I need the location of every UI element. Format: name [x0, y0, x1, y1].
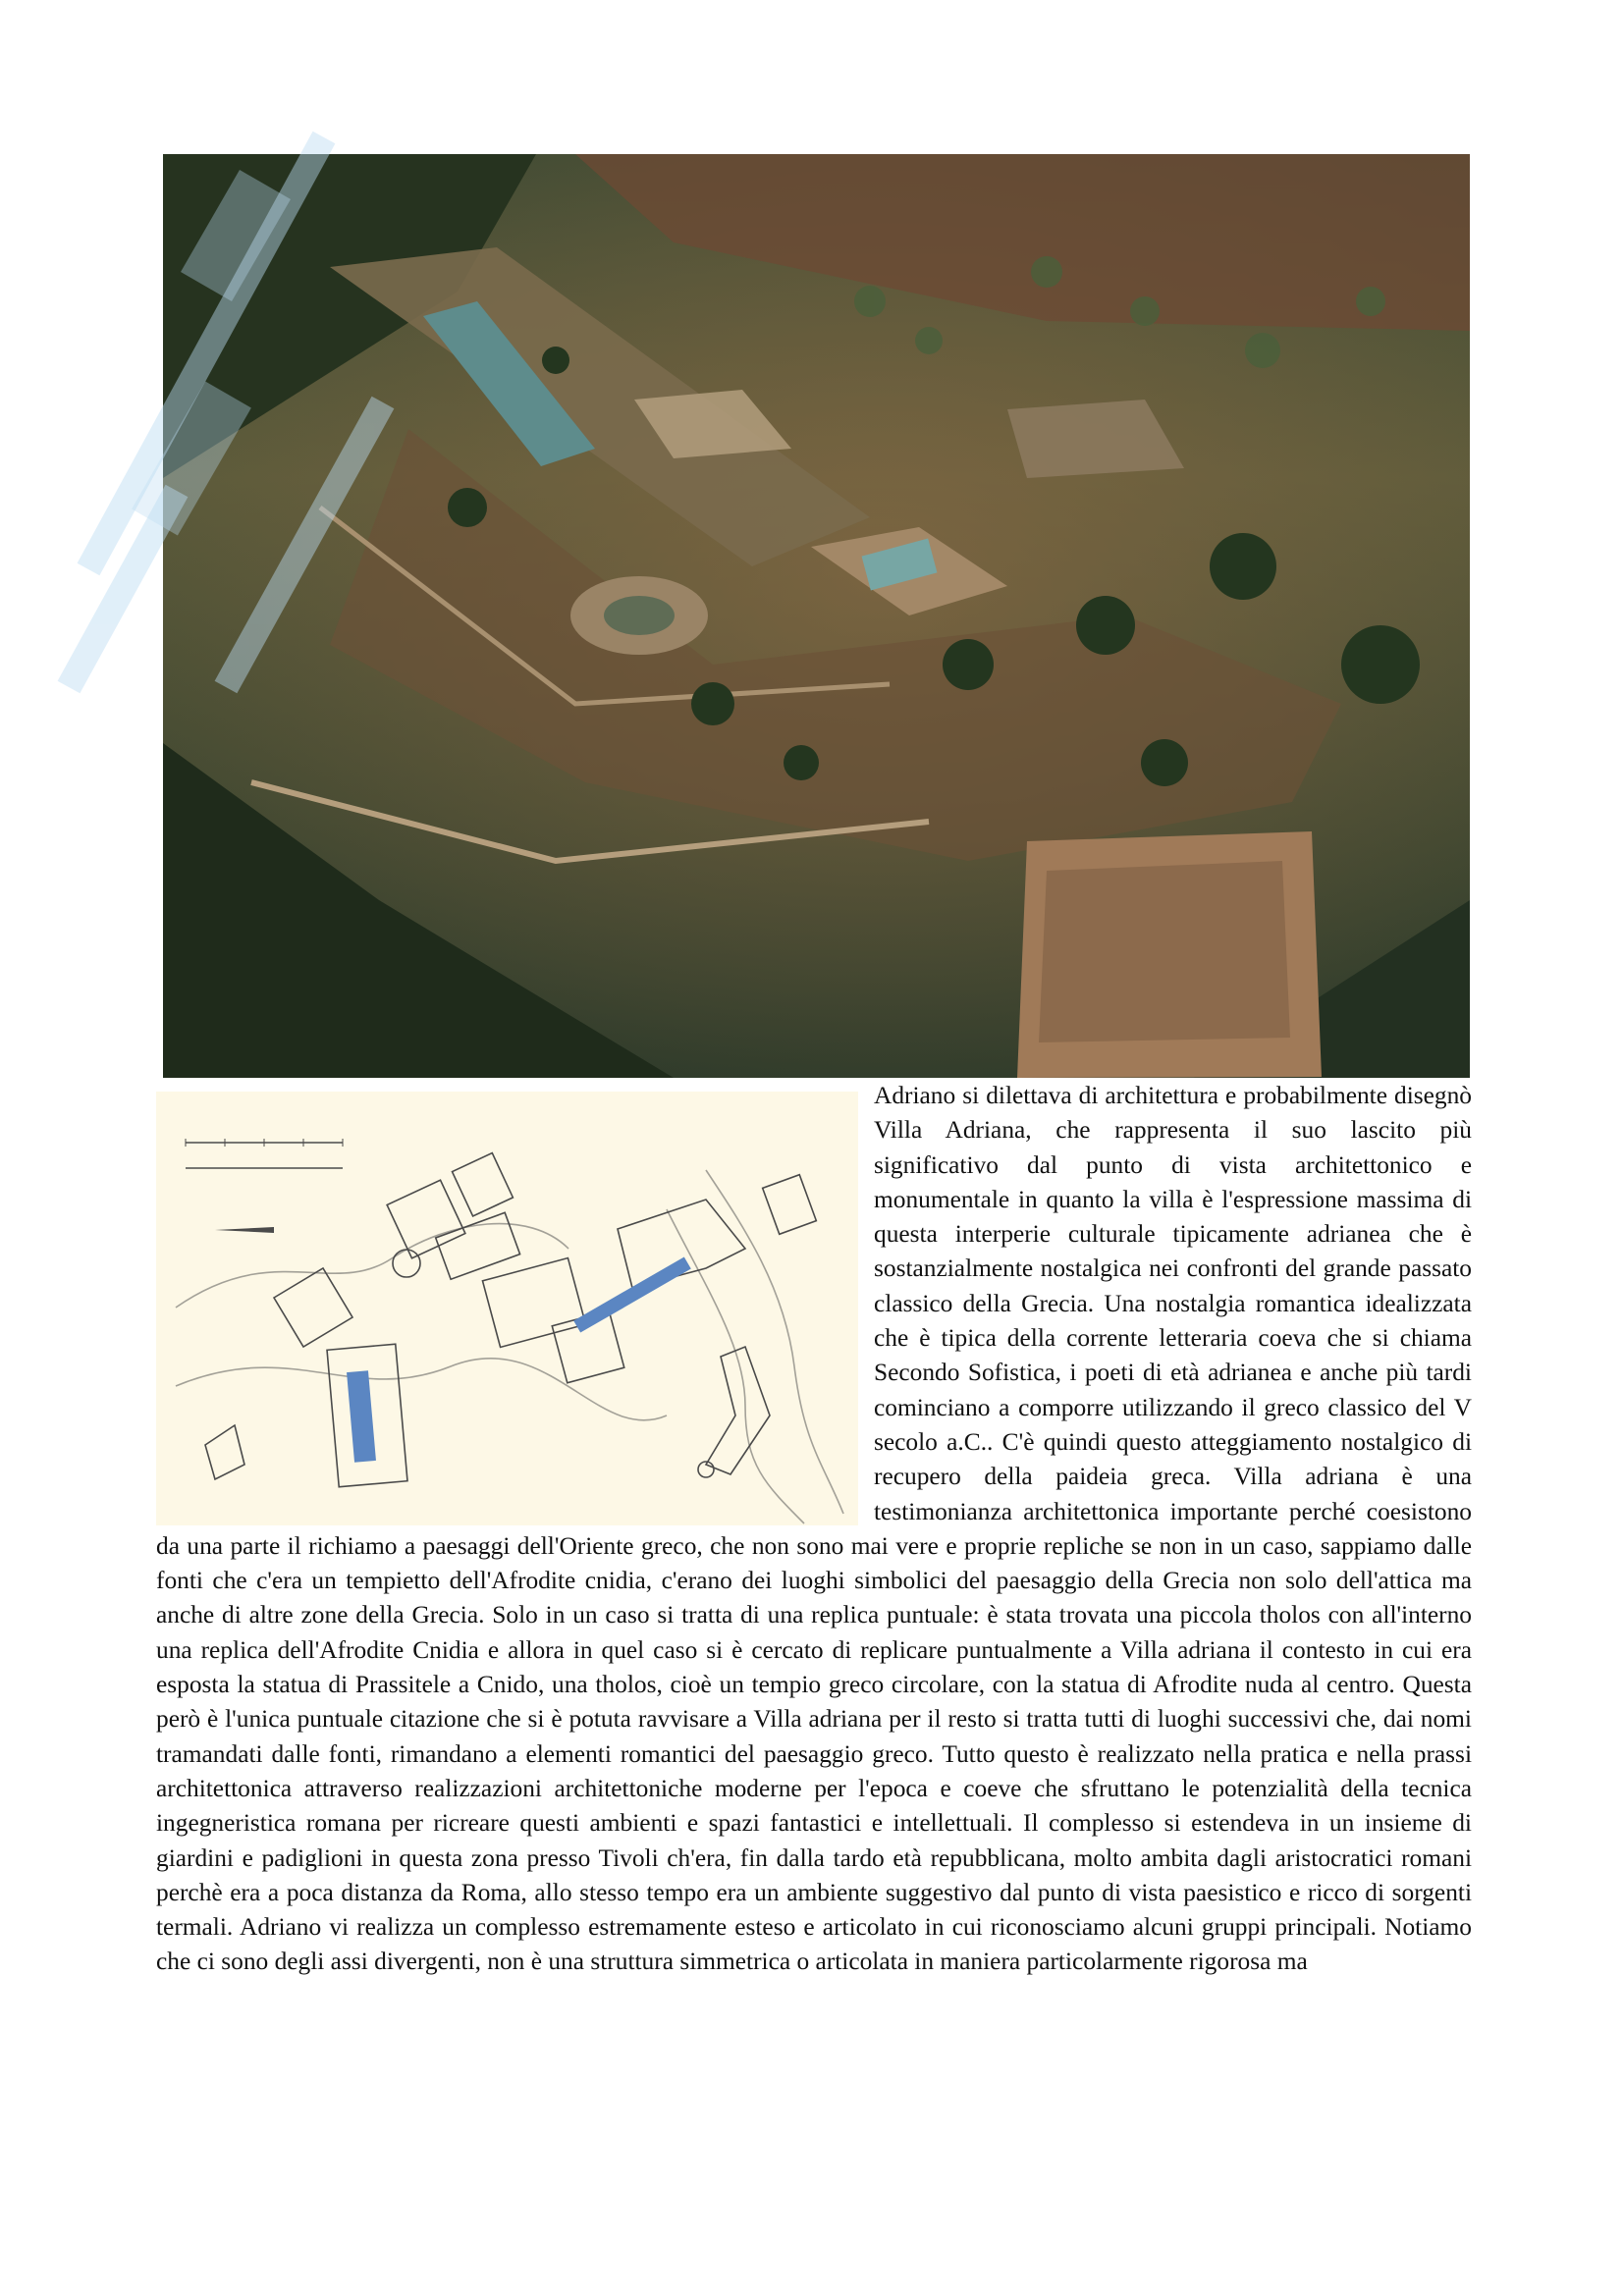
paragraph-lead: Adriano si dilettava di architettura e probabilmente disegnò Villa Adriana, che rappresenta il suo lascito più significativo dal punto di vista architettonico e monumentale in quanto la villa è l'espressione massima di questa interperie culturale tipicamente adrianea che è sostanzialmente nostalgica nei confronti del grande passato classico della Grecia. Una nostalgia romantica idealizzata che è tipica della corrente letteraria coeva che si chiama Secondo Sofistica, i poeti di età adrianea e anche più tardi cominciano a comporre utilizzando il greco classico del V secolo a.C.. C'è quindi questo atteggiamento nostalgico di recupero della paideia greca. Villa adriana è una testimonianza architettonica importante perché coesistono da una parte il richiamo a paesaggi dell'Oriente greco, che non sono mai vere e proprie repliche se non in un caso, sappiamo dalle fonti che c'era un tempietto dell'Afrodite cnidia, c'erano dei luoghi simbolici del paesaggio della Grecia non solo dell'attica ma anche di altre zone della Grecia. Solo in un caso si tratta di una replica puntuale: è stata trovata una piccola tholos con all'interno una replica dell'Afrodite Cnidia e allora in quel caso si è cercato di replicare puntualmente a Villa adriana il contesto in cui era esposta la statua di Prassitele a Cnido, una tholos, cioè un tempio greco circolare, con la statua di Afrodite nuda al centro. Questa però è l'unica puntuale citazione che si è potuta ravvisare a Villa adriana per il resto si tratta tutti di luoghi successivi che, dai nomi tramandati dalle fonti, rimandano a elementi romantici del paesaggio greco. Tutto questo è realizzato nella pratica e nella prassi architettonica attraverso realizzazioni architettoniche moderne per l'epoca e coeve che sfruttano le potenzialità della tecnica ingegneristica romana per ricreare questi ambienti e spazi fantastici e intellettuali. Il complesso si estendeva in un insieme di giardini e padiglioni in questa zona presso Tivoli ch'era, fin dalla tardo età repubblicana, molto ambita dagli aristocratici romani perchè era a poca distanza da Roma, allo stesso tempo era un ambiente suggestivo dal punto di vista paesistico e ricco di sorgenti termali. Adriano vi realizza un complesso estremamente esteso e articolato in cui riconosciamo alcuni gruppi principali. Notiamo che ci sono degli assi divergenti, non è una struttura simmetrica o articolata in maniera particolarmente rigorosa ma	[156, 1082, 1472, 1976]
site-plan-spacer	[156, 1079, 874, 1528]
aerial-photo-villa	[163, 154, 1470, 1078]
body-text	[156, 1079, 1472, 1980]
